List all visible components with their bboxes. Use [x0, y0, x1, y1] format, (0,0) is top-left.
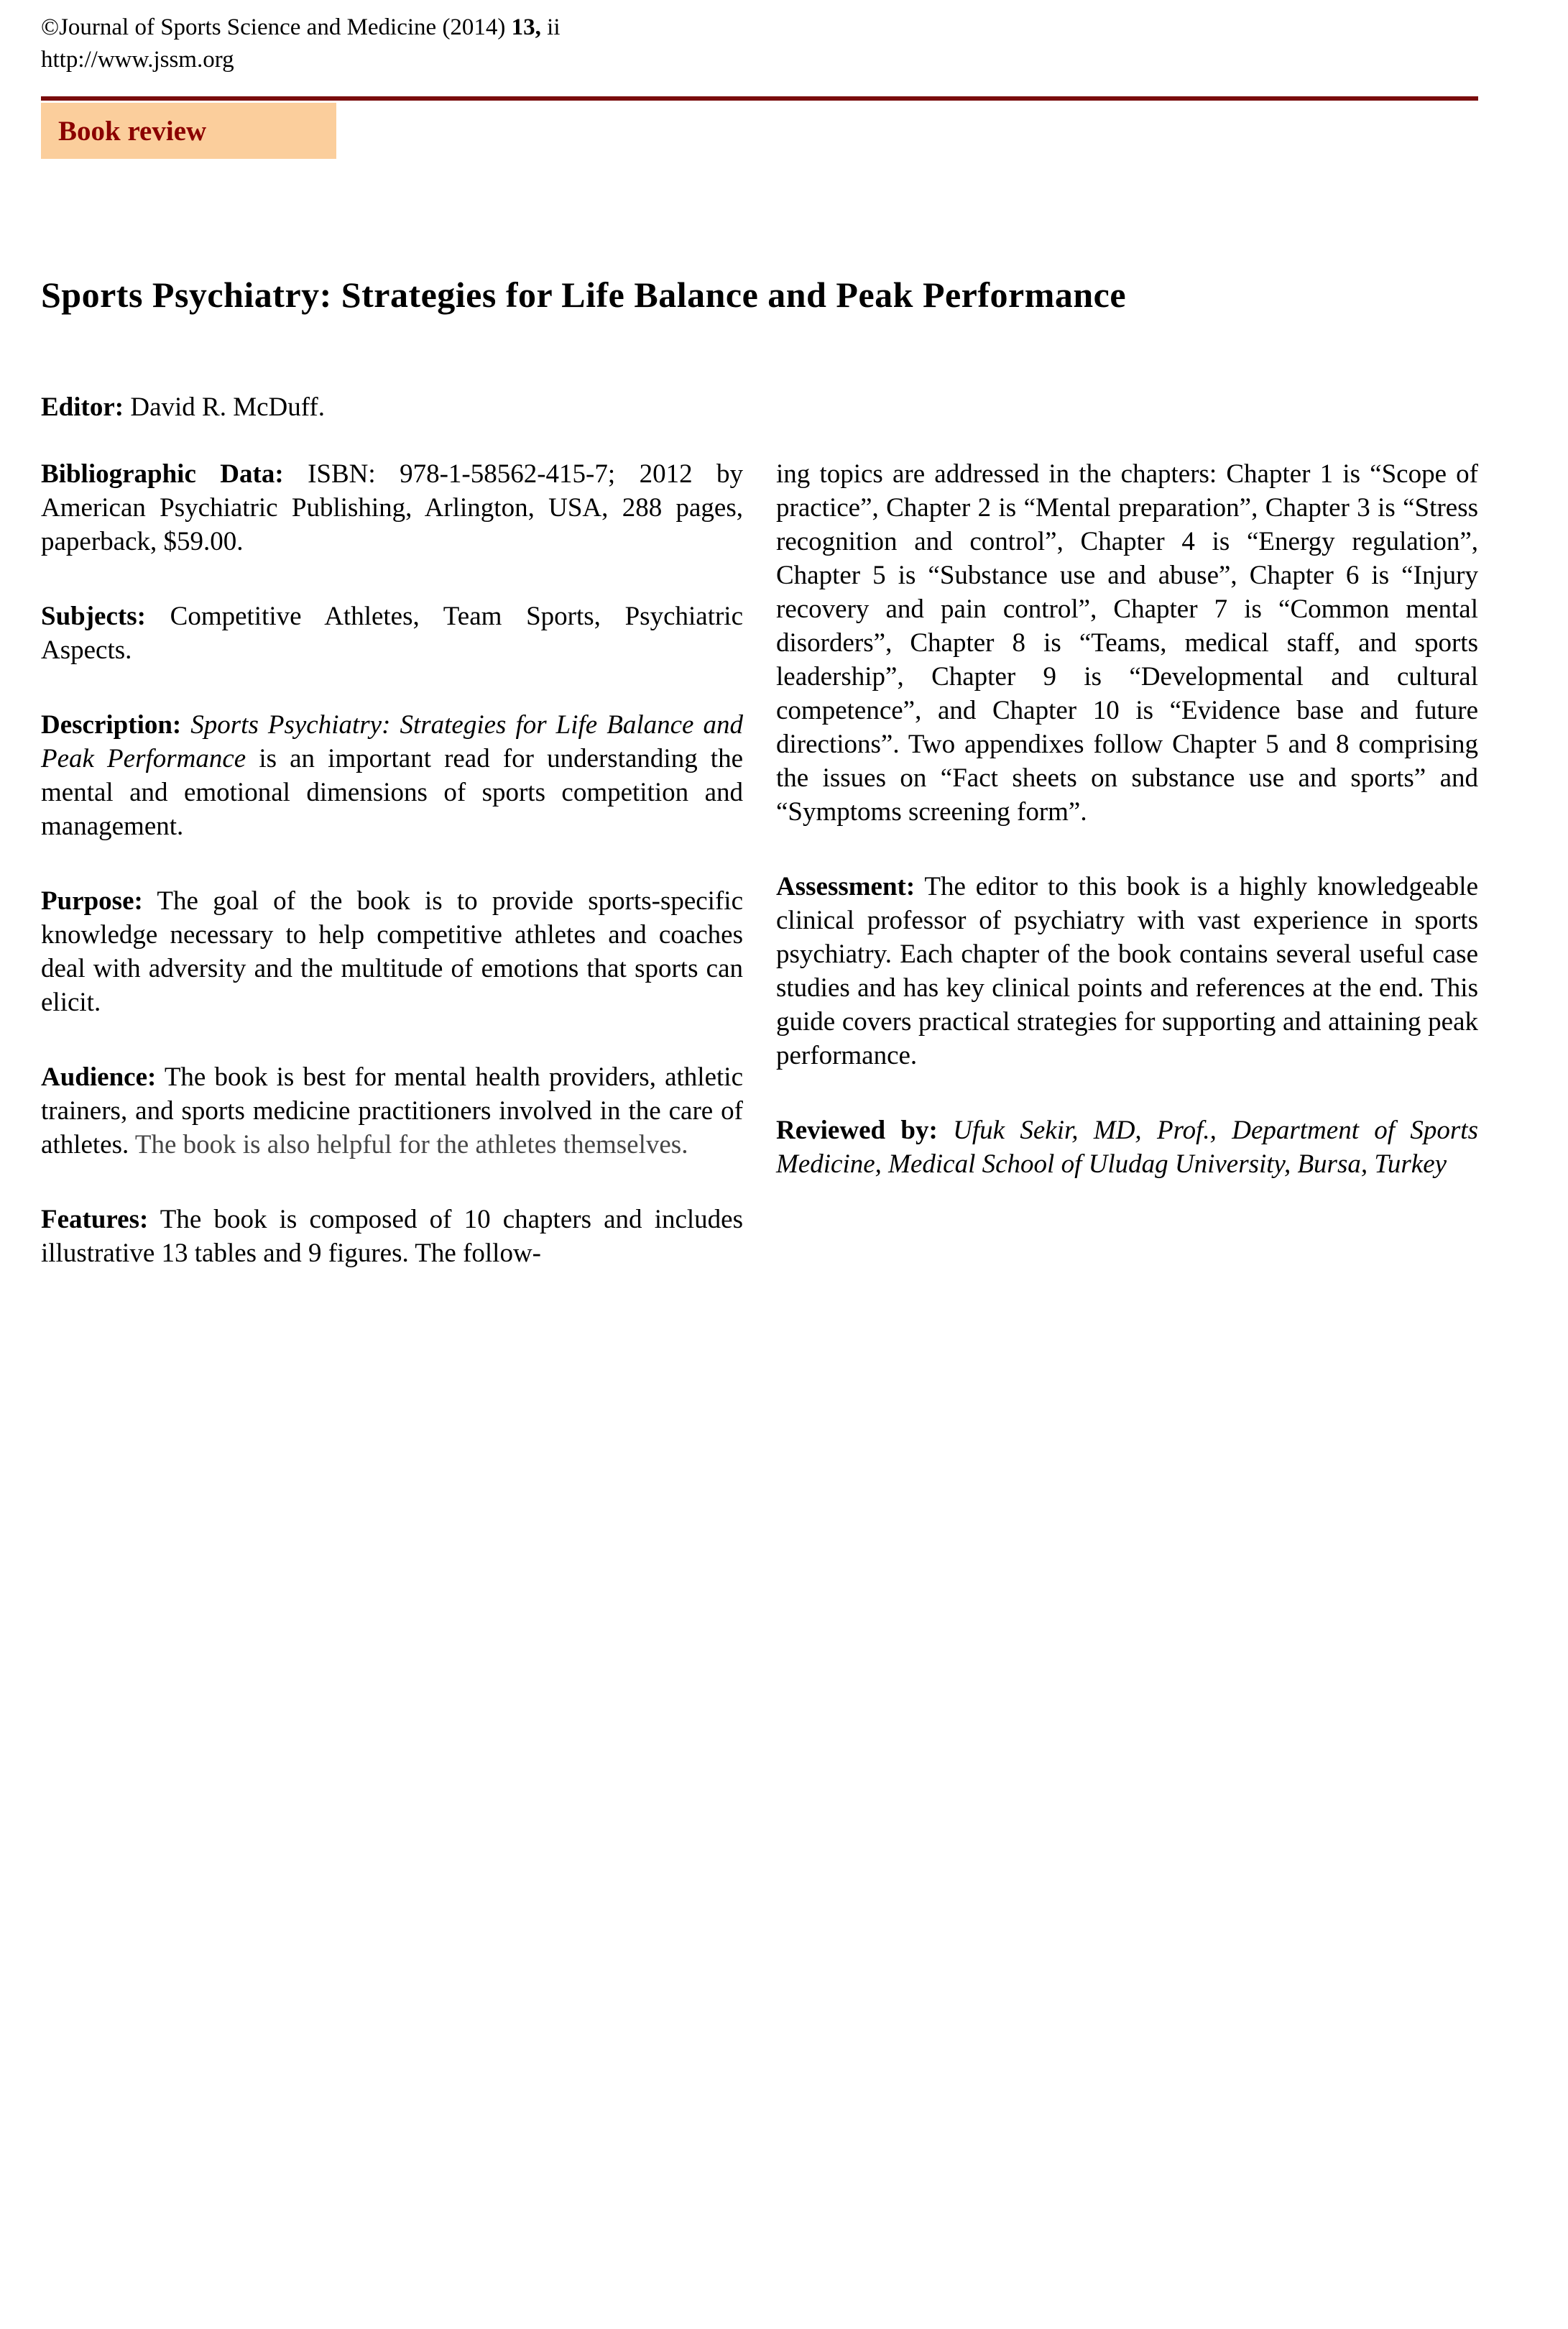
text-run: Reviewed by:: [776, 1116, 938, 1145]
text-run: ing topics are addressed in the chapters: Chapter 1 is “Scope of practice”, Chapter 2 is “Mental preparation”, Chapter 3 is “Stress recognition and control”, Chapter 4 is “Energy regulation”, Chapter 5 is “Substance use and abuse”, Chapter 6 is “Injury recovery and pain control”, Chapter 7 is “Common mental disorders”, Chapter 8 is “Teams, medical staff, and sports leadership”, Chapter 9 is “Developmental and cultural competence”, and Chapter 10 is “Evidence base and future directions”. Two appendixes follow Chapter 5 and 8 comprising the issues on “Fact sheets on substance use and sports” and “Symptoms screening form”.: [776, 459, 1478, 827]
text-run: The book is composed of 10 chapters and includes illustrative 13 tables and 9 figures. The follow-: [41, 1205, 743, 1268]
left-column: [41, 457, 743, 1270]
text-run: Features:: [41, 1205, 149, 1234]
text-run: Subjects:: [41, 602, 146, 631]
text-run: Sports Psychiatry: Strategies for Life Balance and Peak Performance: [41, 710, 743, 773]
paragraph: [41, 1203, 743, 1270]
text-run: ii: [540, 14, 561, 40]
journal-header: [41, 12, 1478, 76]
text-run: 13,: [511, 14, 541, 40]
header-rule: [41, 96, 1478, 101]
text-run: Description:: [41, 710, 182, 740]
text-run: The book is also helpful for the athletes themselves.: [134, 1130, 688, 1159]
paragraph: [776, 1113, 1478, 1181]
paragraph: [41, 708, 743, 843]
paragraph: [776, 457, 1478, 829]
text-run: The book is best for mental health providers, athletic trainers, and sports medicine practitioners involved in the care of athletes.: [41, 1062, 743, 1159]
text-run: ©Journal of Sports Science and Medicine (2014): [41, 14, 512, 40]
text-run: Ufuk Sekir, MD, Prof., Department of Sports Medicine, Medical School of Uludag University, Bursa, Turkey: [776, 1116, 1478, 1179]
text-run: Editor:: [41, 392, 124, 422]
text-run: David R. McDuff.: [124, 392, 325, 422]
text-run: is an important read for understanding the mental and emotional dimensions of sports competition and management.: [41, 744, 743, 841]
text-run: Purpose:: [41, 886, 143, 916]
paragraph: [41, 884, 743, 1019]
text-run: Bibliographic Data:: [41, 459, 284, 489]
text-run: Competitive Athletes, Team Sports, Psychiatric Aspects.: [41, 602, 743, 665]
text-run: The goal of the book is to provide sports-specific knowledge necessary to help competitive athletes and coaches deal with adversity and the multitude of emotions that sports can elicit.: [41, 886, 743, 1017]
journal-citation: [41, 12, 1478, 44]
journal-url: http://www.jssm.org: [41, 47, 234, 73]
text-run: The editor to this book is a highly knowledgeable clinical professor of psychiatry with vast experience in sports psychiatry. Each chapter of the book contains several useful case studies and has key clinical points and references at the end. This guide covers practical strategies for supporting and attaining peak performance.: [776, 872, 1478, 1070]
book-review-badge: [41, 103, 336, 159]
paragraph: [776, 870, 1478, 1072]
paragraph: [41, 457, 743, 559]
text-run: Assessment:: [776, 872, 916, 901]
text-run: ISBN: 978-1-58562-415-7; 2012 by American Psychiatric Publishing, Arlington, USA, 288 pages, paperback, $59.00.: [41, 459, 743, 556]
book-review-badge-label: Book review: [58, 115, 207, 147]
book-title: Sports Psychiatry: Strategies for Life Balance and Peak Performance: [41, 275, 1127, 315]
paragraph: [41, 1060, 743, 1162]
paragraph: [41, 600, 743, 667]
review-body: [41, 457, 1478, 1270]
right-column: [776, 457, 1478, 1270]
text-run: Audience:: [41, 1062, 157, 1092]
editor-line: [41, 390, 1478, 424]
